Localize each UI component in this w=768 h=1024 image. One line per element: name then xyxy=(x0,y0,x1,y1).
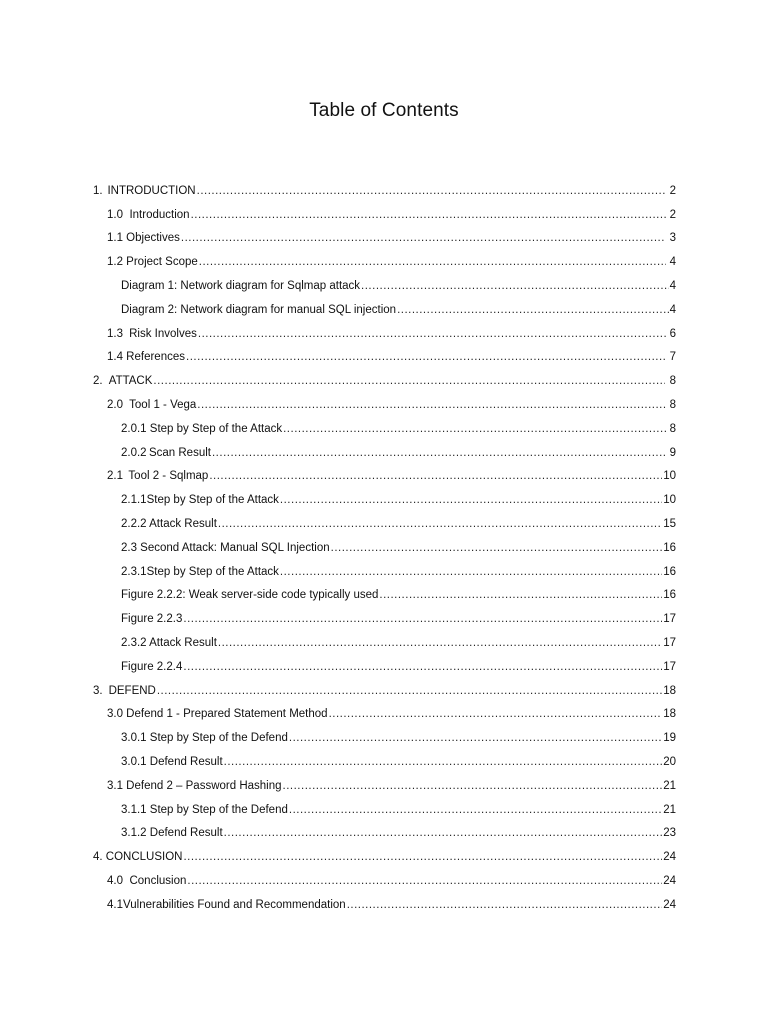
toc-entry-page-number: 20 xyxy=(663,756,676,769)
toc-entry-page-number: 7 xyxy=(669,351,676,364)
toc-entry[interactable] xyxy=(121,298,676,322)
dot-leader xyxy=(329,708,663,720)
toc-entry[interactable] xyxy=(121,536,676,560)
toc-entry[interactable] xyxy=(93,369,676,393)
toc-entry[interactable] xyxy=(107,893,676,917)
toc-entry-number: 1.0 xyxy=(107,208,123,221)
toc-entry-label: Vulnerabilities Found and Recommendation xyxy=(123,898,346,911)
toc-entry-page-number: 9 xyxy=(669,446,676,459)
toc-entry-page-number: 24 xyxy=(663,898,676,911)
toc-entry-label: 3.0.1 Step by Step of the Defend xyxy=(121,732,288,745)
toc-entry-page-number: 17 xyxy=(663,637,676,650)
toc-entry-number: 4.0 xyxy=(107,875,123,887)
toc-entry-page-number: 2 xyxy=(669,208,676,221)
toc-entry[interactable] xyxy=(107,322,676,346)
dot-leader xyxy=(153,375,664,387)
dot-leader xyxy=(181,232,666,244)
toc-entry-page-number: 24 xyxy=(663,875,676,887)
toc-entry-page-number: 8 xyxy=(669,422,676,435)
toc-entry[interactable] xyxy=(121,417,676,441)
toc-entry-number: 2.1 xyxy=(107,470,123,483)
toc-entry-label: 2.3.2 Attack Result xyxy=(121,637,217,650)
toc-entry-number: 2.1.1 xyxy=(121,494,147,507)
toc-entry[interactable] xyxy=(93,845,676,869)
dot-leader xyxy=(218,518,662,530)
toc-entry-label: 2.0.1 Step by Step of the Attack xyxy=(121,422,283,435)
toc-entry[interactable] xyxy=(121,512,676,536)
toc-entry-page-number: 16 xyxy=(663,565,676,578)
toc-entry[interactable] xyxy=(107,465,676,489)
toc-entry-page-number: 6 xyxy=(669,327,676,340)
page-title: Table of Contents xyxy=(309,100,459,121)
table-of-contents xyxy=(0,179,768,917)
toc-entry-label: 3.1.2 Defend Result xyxy=(121,827,223,840)
toc-entry-number: 2.3.1 xyxy=(121,565,147,578)
dot-leader xyxy=(347,899,663,911)
toc-entry[interactable] xyxy=(121,441,676,465)
dot-leader xyxy=(289,732,662,744)
toc-entry-label: Diagram 1: Network diagram for Sqlmap attack xyxy=(121,280,361,293)
toc-entry[interactable] xyxy=(121,488,676,512)
toc-entry-number: 2.0.2 xyxy=(121,446,147,459)
toc-entry-page-number: 18 xyxy=(663,708,676,721)
toc-entry[interactable] xyxy=(121,274,676,298)
toc-entry[interactable] xyxy=(107,869,676,893)
toc-entry-label: Figure 2.2.3 xyxy=(121,613,183,626)
dot-leader xyxy=(157,685,662,697)
toc-entry[interactable] xyxy=(107,227,676,251)
toc-entry-page-number: 10 xyxy=(663,470,676,483)
dot-leader xyxy=(197,185,666,197)
dot-leader xyxy=(283,423,667,435)
toc-entry-label: Scan Result xyxy=(148,446,211,459)
toc-entry[interactable] xyxy=(121,631,676,655)
toc-entry-label: 2.2.2 Attack Result xyxy=(121,518,217,531)
toc-entry-label: 1.2 Project Scope xyxy=(107,256,198,269)
toc-entry-label: Step by Step of the Attack xyxy=(146,494,279,507)
toc-entry-page-number: 18 xyxy=(663,684,676,697)
toc-entry-label: Conclusion xyxy=(129,875,187,887)
toc-entry-label: 2.3 Second Attack: Manual SQL Injection xyxy=(121,541,330,554)
toc-entry-label: Introduction xyxy=(129,208,190,221)
toc-entry-page-number: 3 xyxy=(669,232,676,245)
dot-leader xyxy=(186,351,666,363)
toc-entry-page-number: 4 xyxy=(669,256,676,269)
toc-entry[interactable] xyxy=(107,250,676,274)
toc-entry[interactable] xyxy=(107,346,676,370)
toc-entry-label: Tool 1 - Vega xyxy=(129,399,197,412)
dot-leader xyxy=(209,470,662,482)
toc-entry-label: 4. CONCLUSION xyxy=(93,851,183,864)
toc-entry-number: 1. xyxy=(93,184,103,197)
toc-entry-label: INTRODUCTION xyxy=(107,184,196,197)
toc-entry-label: 1.4 References xyxy=(107,351,185,364)
toc-entry[interactable] xyxy=(107,393,676,417)
toc-entry-page-number: 2 xyxy=(669,184,676,197)
toc-entry-page-number: 16 xyxy=(663,589,676,602)
dot-leader xyxy=(187,875,662,887)
dot-leader xyxy=(289,804,662,816)
toc-entry[interactable] xyxy=(121,655,676,679)
toc-entry-label: ATTACK xyxy=(108,375,153,388)
toc-entry-label: Figure 2.2.4 xyxy=(121,660,183,673)
toc-entry-page-number: 16 xyxy=(663,541,676,554)
toc-entry[interactable] xyxy=(121,584,676,608)
dot-leader xyxy=(183,661,662,673)
dot-leader xyxy=(331,542,663,554)
toc-entry[interactable] xyxy=(121,560,676,584)
toc-entry-page-number: 19 xyxy=(663,732,676,745)
toc-entry[interactable] xyxy=(107,703,676,727)
toc-entry-page-number: 21 xyxy=(663,779,676,792)
toc-entry-label: 3.1 Defend 2 – Password Hashing xyxy=(107,779,282,792)
dot-leader xyxy=(199,256,666,268)
dot-leader xyxy=(197,399,665,411)
dot-leader xyxy=(397,304,669,316)
toc-entry-page-number: 24 xyxy=(663,851,676,864)
toc-entry-label: 3.1.1 Step by Step of the Defend xyxy=(121,803,288,816)
toc-entry-label: 3.0.1 Defend Result xyxy=(121,756,223,769)
toc-entry[interactable] xyxy=(121,726,676,750)
toc-entry-page-number: 17 xyxy=(663,613,676,626)
toc-entry-page-number: 15 xyxy=(663,518,676,531)
dot-leader xyxy=(283,780,663,792)
dot-leader xyxy=(361,280,669,292)
toc-entry-label: Diagram 2: Network diagram for manual SQL injection xyxy=(121,303,397,316)
toc-entry-page-number: 23 xyxy=(663,827,676,840)
toc-entry[interactable] xyxy=(107,203,676,227)
toc-entry-number: 1.3 xyxy=(107,327,123,340)
toc-entry-page-number: 8 xyxy=(669,399,676,412)
toc-entry-label: Tool 2 - Sqlmap xyxy=(128,470,209,483)
dot-leader xyxy=(280,494,662,506)
toc-entry-number: 4.1 xyxy=(107,898,123,911)
dot-leader xyxy=(224,756,663,768)
toc-entry[interactable] xyxy=(121,822,676,846)
toc-entry-page-number: 10 xyxy=(663,494,676,507)
dot-leader xyxy=(379,589,662,601)
toc-entry-label: 1.1 Objectives xyxy=(107,232,180,245)
dot-leader xyxy=(183,613,662,625)
toc-entry-page-number: 21 xyxy=(663,803,676,816)
toc-entry-label: Step by Step of the Attack xyxy=(146,565,279,578)
dot-leader xyxy=(212,447,666,459)
toc-entry-number: 3. xyxy=(93,684,103,697)
toc-entry-label: Risk Involves xyxy=(129,327,197,340)
toc-entry-label: 3.0 Defend 1 - Prepared Statement Method xyxy=(107,708,328,721)
dot-leader xyxy=(224,827,663,839)
dot-leader xyxy=(280,566,662,578)
toc-entry[interactable] xyxy=(93,679,676,703)
dot-leader xyxy=(198,328,666,340)
toc-entry-page-number: 4 xyxy=(669,303,676,316)
dot-leader xyxy=(218,637,662,649)
toc-entry-page-number: 4 xyxy=(669,280,676,293)
toc-entry-number: 2. xyxy=(93,375,103,388)
toc-entry[interactable] xyxy=(121,607,676,631)
dot-leader xyxy=(191,209,666,221)
toc-entry-page-number: 17 xyxy=(663,660,676,673)
toc-entry-number: 2.0 xyxy=(107,399,123,412)
dot-leader xyxy=(183,851,662,863)
toc-entry[interactable] xyxy=(93,179,676,203)
toc-entry[interactable] xyxy=(107,774,676,798)
toc-entry[interactable] xyxy=(121,798,676,822)
toc-entry-page-number: 8 xyxy=(669,375,676,388)
toc-entry-label: DEFEND xyxy=(108,684,156,697)
toc-entry[interactable] xyxy=(121,750,676,774)
toc-entry-label: Figure 2.2.2: Weak server-side code typically used xyxy=(121,589,379,602)
